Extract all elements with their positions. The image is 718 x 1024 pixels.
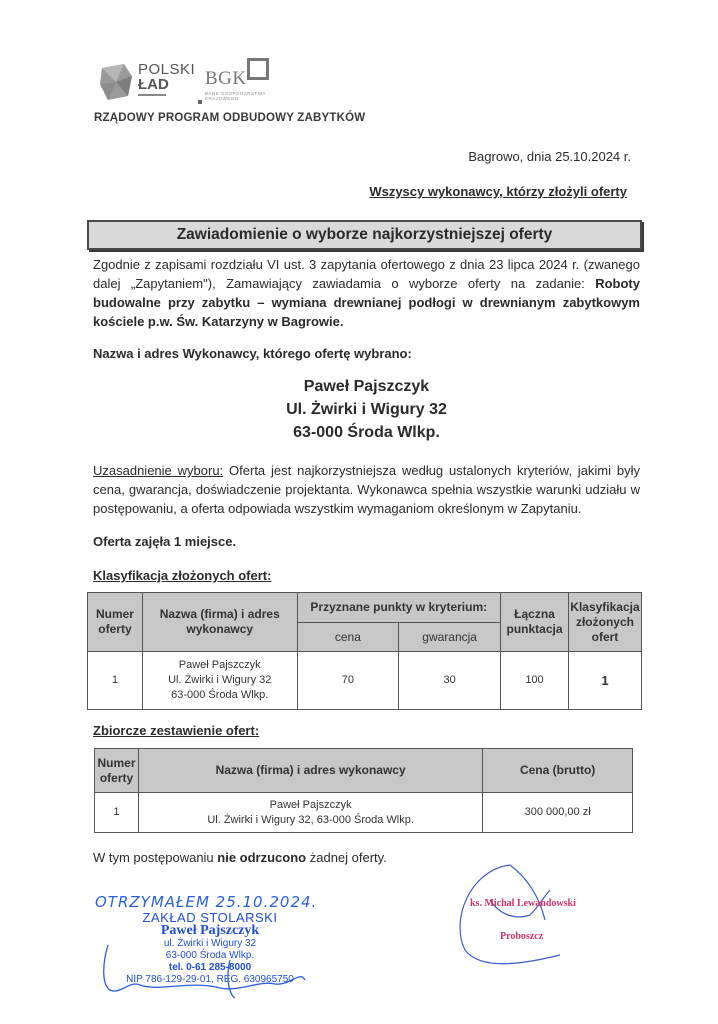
justification-label: Uzasadnienie wyboru: <box>93 463 224 478</box>
col-name: Nazwa (firma) i adres wykonawcy <box>138 749 482 793</box>
cell-name: Paweł Pajszczyk Ul. Żwirki i Wigury 32 63-000 Środa Wlkp. <box>142 652 297 710</box>
stamp-name: Paweł Pajszczyk <box>160 923 260 938</box>
col-total: Łączna punktacja <box>501 593 569 652</box>
col-points-group: Przyznane punkty w kryterium: <box>297 593 500 623</box>
intro-paragraph <box>93 255 640 331</box>
winner-label: Nazwa i adres Wykonawcy, którego ofertę wybrano: <box>93 346 412 361</box>
bgk-dot-icon <box>198 100 202 104</box>
table-row <box>88 652 642 710</box>
priest-role: Proboszcz <box>500 931 544 942</box>
col-number: Numer oferty <box>95 749 139 793</box>
cell-number: 1 <box>88 652 143 710</box>
priest-stamp <box>470 898 610 942</box>
cell-rank: 1 <box>568 652 641 710</box>
col-name: Nazwa (firma) i adres wykonawcy <box>142 593 297 652</box>
col-price: cena <box>297 623 399 652</box>
received-note: OTRZYMAŁEM 25.10.2024. <box>95 893 318 911</box>
priest-name: ks. Michał Lewandowski <box>470 898 576 909</box>
ranking-statement: Oferta zajęła 1 miejsce. <box>93 534 237 549</box>
classification-table <box>87 592 642 710</box>
col-number: Numer oferty <box>88 593 143 652</box>
stamp-phone: tel. 0-61 285-8000 <box>168 962 252 973</box>
intro-text: Zgodnie z zapisami rozdziału VI ust. 3 zapytania ofertowego z dnia 23 lipca 2024 r. (zwanego dalej „Zapytaniem"), Zamawiający zawiadamia o wyborze oferty na zadanie: <box>93 257 640 291</box>
stamp-city: 63-000 Środa Wlkp. <box>165 950 255 961</box>
stamp-ids: NIP 786-129-29-01, REG. 630965750 <box>126 974 294 985</box>
contractor-signature-icon <box>100 940 310 1000</box>
cell-price-points: 70 <box>297 652 399 710</box>
winner-block <box>93 375 640 444</box>
cell-total: 100 <box>501 652 569 710</box>
program-name: RZĄDOWY PROGRAM ODBUDOWY ZABYTKÓW <box>94 112 366 124</box>
recipients: Wszyscy wykonawcy, którzy złożyli oferty <box>369 184 627 199</box>
winner-street: Ul. Żwirki i Wigury 32 <box>286 401 447 418</box>
bgk-subtitle: BANK GOSPODARSTWA KRAJOWEGO <box>205 91 266 101</box>
cell-price: 300 000,00 zł <box>483 793 633 833</box>
stamp-address: ul. Żwirki i Wigury 32 <box>163 938 257 949</box>
cell-name: Paweł Pajszczyk Ul. Żwirki i Wigury 32, 63-000 Środa Wlkp. <box>138 793 482 833</box>
classification-heading: Klasyfikacja złożonych ofert: <box>93 568 272 583</box>
winner-city: 63-000 Środa Wlkp. <box>293 424 440 441</box>
summary-table <box>94 748 633 833</box>
justification-text: Oferta jest najkorzystniejsza według ustalonych kryteriów, jakimi były cena, gwarancja, doświadczenie projektanta. Wykonawca spełnia wszystkie warunki udziału w postępowaniu, a oferta odpowiada wszystkim wymaganiom określonym w Zapytaniu. <box>93 463 641 516</box>
task-name: Roboty budowalne przy zabytku – wymiana drewnianej podłogi w drewnianym zabytkowym kościele p.w. Św. Katarzyny w Bagrowie. <box>93 276 640 329</box>
winner-name: Paweł Pajszczyk <box>303 378 430 395</box>
cell-warranty-points: 30 <box>399 652 501 710</box>
document-title: Zawiadomienie o wyborze najkorzystniejszej oferty <box>87 220 642 250</box>
table-row <box>95 793 633 833</box>
bgk-logo: BGK <box>205 68 247 89</box>
justification-paragraph <box>93 461 640 518</box>
stamp-firm: ZAKŁAD STOLARSKI <box>142 910 278 925</box>
place-date: Bagrowo, dnia 25.10.2024 r. <box>468 149 631 164</box>
col-price: Cena (brutto) <box>483 749 633 793</box>
col-rank: Klasyfikacja złożonych ofert <box>568 593 641 652</box>
bgk-square-icon <box>247 58 269 80</box>
col-warranty: gwarancja <box>399 623 501 652</box>
polski-lad-wordmark: POLSKI ŁAD <box>138 62 195 96</box>
summary-heading: Zbiorcze zestawienie ofert: <box>93 723 260 738</box>
closing-statement: W tym postępowaniu nie odrzucono żadnej oferty. <box>93 850 387 865</box>
cell-number: 1 <box>95 793 139 833</box>
